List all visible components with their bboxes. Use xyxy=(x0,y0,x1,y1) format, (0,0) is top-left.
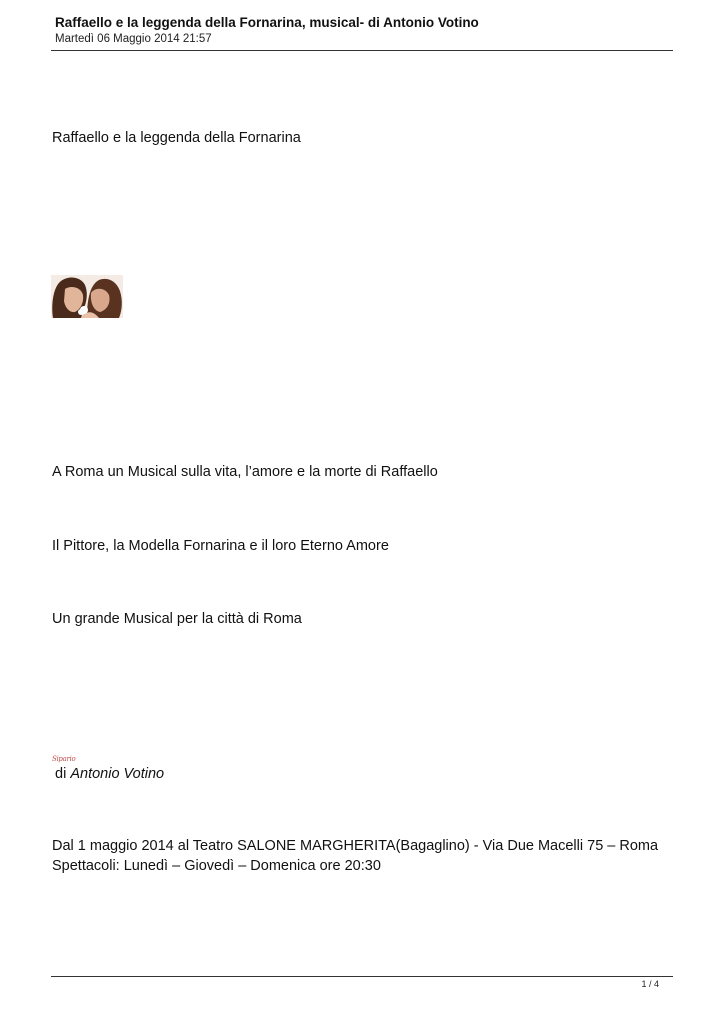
footer-divider xyxy=(51,976,673,977)
author-name: Antonio Votino xyxy=(70,766,165,782)
author-prefix: di xyxy=(55,766,67,782)
intro-line-2: Il Pittore, la Modella Fornarina e il loro Eterno Amore xyxy=(52,538,389,554)
couple-photo-image xyxy=(51,275,123,318)
header-divider xyxy=(51,50,673,51)
article-photo xyxy=(51,275,123,318)
author-line xyxy=(55,764,164,784)
venue-info: Dal 1 maggio 2014 al Teatro SALONE MARGHERITA(Bagaglino) - Via Due Macelli 75 – Roma xyxy=(52,838,659,854)
page-number: 1 / 4 xyxy=(641,979,659,989)
article-title: Raffaello e la leggenda della Fornarina, musical- di Antonio Votino xyxy=(55,15,479,30)
show-schedule: Spettacoli: Lunedì – Giovedì – Domenica ore 20:30 xyxy=(52,858,381,874)
page-header xyxy=(55,14,673,46)
intro-line-1: A Roma un Musical sulla vita, l’amore e la morte di Raffaello xyxy=(52,464,438,480)
article-date: Martedì 06 Maggio 2014 21:57 xyxy=(55,33,212,45)
sipario-logo: Sipario xyxy=(52,755,76,763)
intro-line-3: Un grande Musical per la città di Roma xyxy=(52,611,302,627)
article-heading: Raffaello e la leggenda della Fornarina xyxy=(52,130,301,146)
